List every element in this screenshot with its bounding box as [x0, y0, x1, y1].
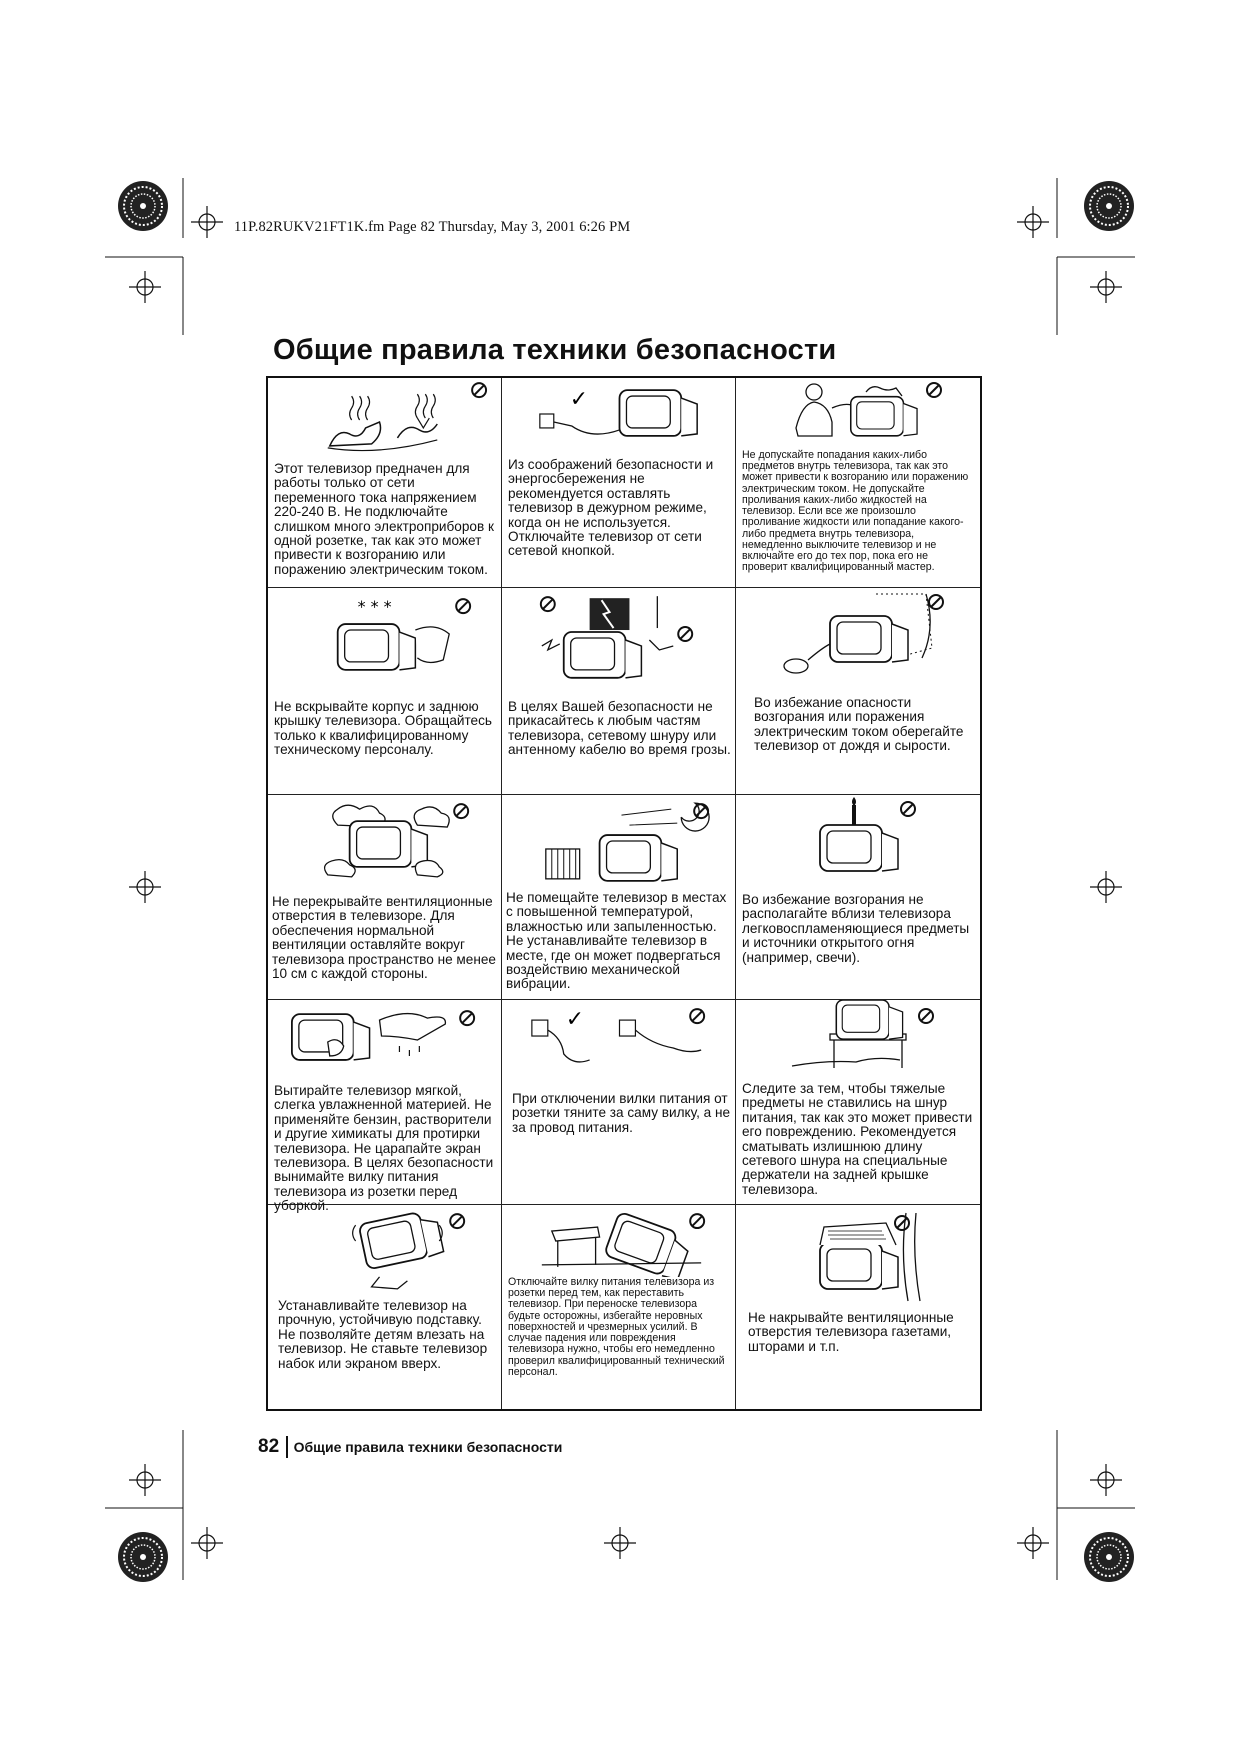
safety-cell-ventilation: [268, 795, 502, 1000]
safety-cell-do-not-open: [268, 588, 502, 795]
cleaning-illustration: [268, 1000, 501, 1084]
cell-text: Не помещайте телевизор в местах с повышенной температурой, влажностью или запыленностью. Не устанавливайте телевизор в месте, где он может подвергаться воздействию механической вибрации.: [506, 890, 727, 992]
prohibited-icon: [472, 383, 486, 397]
thunderstorm-illustration: [502, 588, 735, 688]
cell-text: Следите за тем, чтобы тяжелые предметы не ставились на шнур питания, так как это может привести его повреждению. Рекомендуется сматывать излишнюю длину сетевого шнура на специальные держатели на задней крышке телевизора.: [742, 1081, 973, 1197]
cell-text: Не перекрывайте вентиляционные отверстия в телевизоре. Для обеспечения нормальной вентиляции оставляйте вокруг телевизора пространство не менее 10 см с каждой стороны.: [272, 894, 496, 982]
safety-cell-heat-humidity: [502, 795, 736, 1000]
cell-text: Вытирайте телевизор мягкой, слегка увлажненной материей. Не применяйте бензин, растворители и другие химикаты для протирки телевизора. Не царапайте экран телевизора. В целях безопасности вынимайте вилку питания телевизора из розетки перед уборкой.: [274, 1083, 494, 1214]
opening-case-illustration: [268, 588, 501, 688]
cell-text: Не вскрывайте корпус и заднюю крышку телевизора. Обращайтесь только к квалифицированному техническому персоналу.: [274, 699, 492, 758]
safety-cell-rain: [736, 588, 980, 795]
cell-text: В целях Вашей безопасности не прикасайтесь к любым частям телевизора, сетевому шнуру или антенному кабелю во время грозы.: [508, 699, 731, 758]
cell-text: Устанавливайте телевизор на прочную, устойчивую подставку. Не позволяйте детям влезать на телевизор. Не ставьте телевизор набок или экраном вверх.: [278, 1298, 488, 1371]
check-mark-icon: ✓: [565, 1007, 585, 1033]
page-title: Общие правила техники безопасности: [273, 334, 837, 366]
moving-tv-illustration: [502, 1205, 735, 1277]
footer-separator: [286, 1436, 288, 1458]
heat-humidity-illustration: [502, 795, 735, 895]
cell-text: Не накрывайте вентиляционные отверстия телевизора газетами, шторами и т.п.: [748, 1310, 954, 1354]
safety-cell-liquids: [736, 378, 980, 588]
candle-on-tv-illustration: [736, 795, 980, 895]
print-header: 11P.82RUKV21FT1K.fm Page 82 Thursday, May 3, 2001 6:26 PM: [234, 219, 631, 235]
safety-cell-thunderstorm: [502, 588, 736, 795]
cell-text: Не допускайте попадания каких-либо предметов внутрь телевизора, так как это может привести к возгоранию или поражению электрическим током. Не допускайте проливания каких-либо жидкостей на телевизор. Если все же произошло проливание жидкости или попадание какого-либо предмета внутрь телевизора, немедленно выключите телевизор и не включайте его до тех пор, пока его не проверит квалифицированный мастер.: [742, 449, 969, 574]
check-mark-icon: ✓: [569, 387, 589, 413]
cell-text: При отключении вилки питания от розетки тяните за саму вилку, а не за провод питания.: [512, 1091, 731, 1135]
unplugging-illustration: [502, 1000, 735, 1084]
safety-grid: [266, 376, 982, 1411]
safety-cell-power-supply: [268, 378, 502, 588]
safety-cell-standby: [502, 378, 736, 588]
prohibited-icon: [927, 383, 941, 397]
cell-text: Во избежание возгорания не располагайте вблизи телевизора легковоспламеняющиеся предметы и источники открытого огня (например, свечи).: [742, 892, 970, 965]
prohibited-icon: [929, 595, 943, 609]
prohibited-icon: [919, 1009, 933, 1023]
power-cord-illustration: [736, 1000, 980, 1084]
svg-text:* * *: * * *: [357, 597, 392, 617]
standby-tv-illustration: [502, 378, 735, 450]
prohibited-icon: [541, 597, 555, 611]
cell-text: Отключайте вилку питания телевизора из розетки перед тем, как переставить телевизор. При переноске телевизора будьте осторожны, избегайте неровных поверхностей и чрезмерных усилий. В случае падения или повреждения телевизора нужно, чтобы его немедленно проверил квалифицированный технический персонал.: [508, 1276, 725, 1378]
cell-text: Из соображений безопасности и энергосбережения не рекомендуется оставлять телевизор в дежурном режиме, когда он не используется. Отключайте телевизор от сети сетевой кнопкой.: [508, 457, 714, 559]
prohibited-icon: [678, 627, 692, 641]
page-number: 82: [258, 1436, 280, 1457]
safety-cell-cover-vents: [736, 1205, 980, 1409]
covered-tv-illustration: [736, 1205, 980, 1305]
prohibited-icon: [690, 1009, 704, 1023]
prohibited-icon: [456, 599, 470, 613]
prohibited-icon: [454, 804, 468, 818]
prohibited-icon: [690, 1214, 704, 1228]
footer-title: Общие правила техники безопасности: [293, 1439, 563, 1455]
prohibited-icon: [895, 1216, 909, 1230]
prohibited-icon: [450, 1214, 464, 1228]
tilted-tv-illustration: [268, 1205, 501, 1295]
prohibited-icon: [460, 1011, 474, 1025]
safety-cell-unplugging: [502, 1000, 736, 1205]
ventilation-illustration: [268, 795, 501, 895]
rain-moisture-illustration: [736, 588, 980, 688]
liquid-spill-illustration: [736, 378, 980, 448]
cell-text: Этот телевизор предначен для работы только от сети переменного тока напряжением 220-240 В. Не подключайте слишком много электроприборов к одной розетке, так как это может привести к возгоранию или поражению электрическим током.: [274, 461, 494, 577]
safety-cell-stable-stand: [268, 1205, 502, 1409]
safety-cell-power-cord: [736, 1000, 980, 1205]
safety-cell-open-flame: [736, 795, 980, 1000]
cell-text: Во избежание опасности возгорания или поражения электрическим током оберегайте телевизор от дождя и сырости.: [754, 695, 964, 754]
page-footer: [258, 1436, 562, 1458]
safety-cell-moving: [502, 1205, 736, 1409]
power-overload-illustration: [268, 378, 501, 468]
prohibited-icon: [901, 802, 915, 816]
safety-cell-cleaning: [268, 1000, 502, 1214]
